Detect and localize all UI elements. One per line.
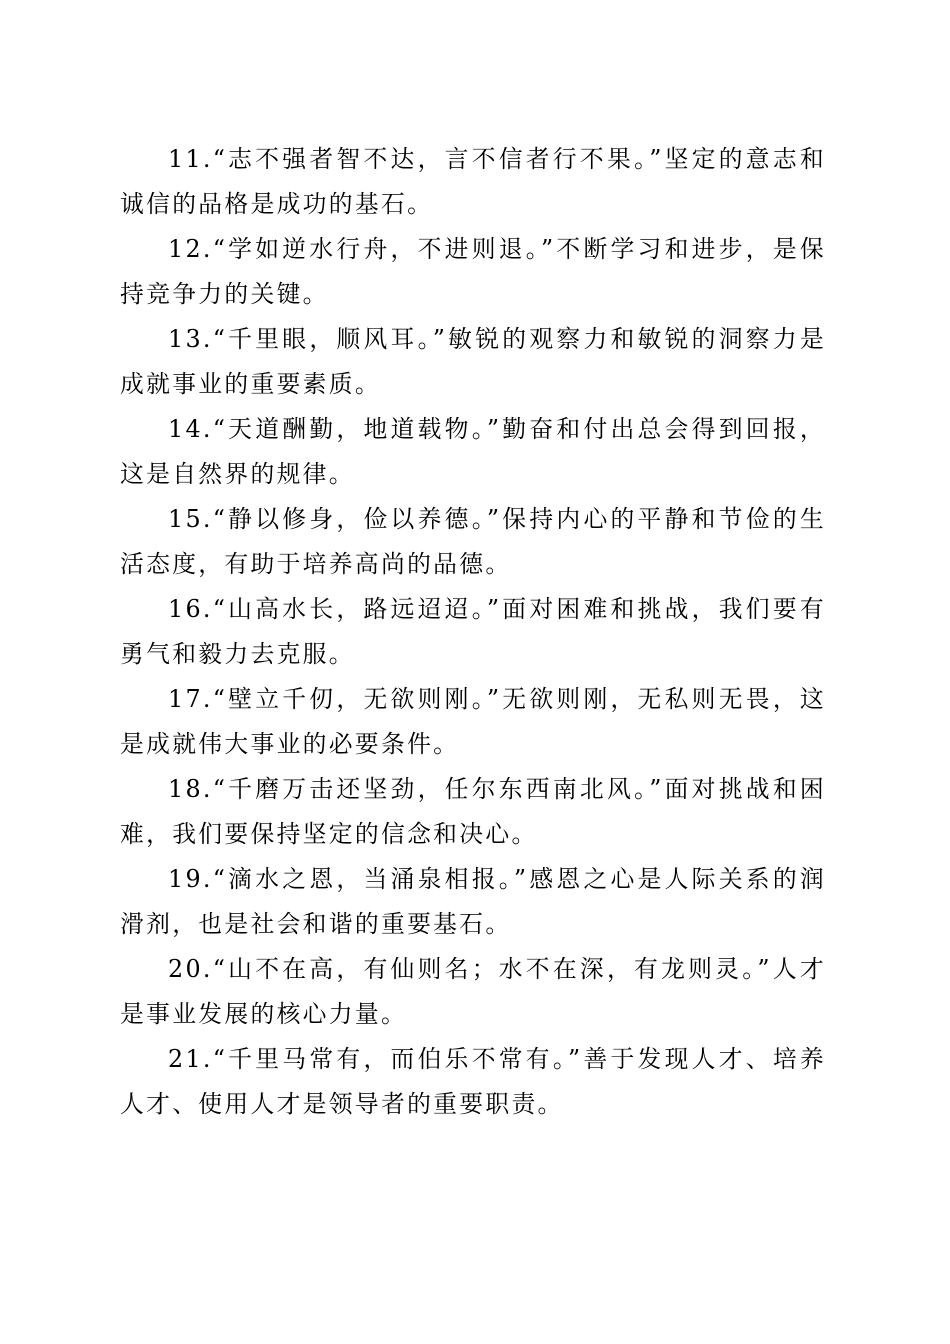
quote-paragraph-16: 16.“山高水长，路远迢迢。”面对困难和挑战，我们要有勇气和毅力去克服。 xyxy=(120,595,826,668)
quote-paragraph-18: 18.“千磨万击还坚劲，任尔东西南北风。”面对挑战和困难，我们要保持坚定的信念和决心。 xyxy=(120,775,826,848)
quote-paragraph-20: 20.“山不在高，有仙则名；水不在深，有龙则灵。”人才是事业发展的核心力量。 xyxy=(120,955,826,1028)
quote-paragraph-11: 11.“志不强者智不达，言不信者行不果。”坚定的意志和诚信的品格是成功的基石。 xyxy=(120,145,826,218)
quote-paragraph-17: 17.“壁立千仞，无欲则刚。”无欲则刚，无私则无畏，这是成就伟大事业的必要条件。 xyxy=(120,685,826,758)
quote-paragraph-14: 14.“天道酬勤，地道载物。”勤奋和付出总会得到回报，这是自然界的规律。 xyxy=(120,415,826,488)
quote-paragraph-19: 19.“滴水之恩，当涌泉相报。”感恩之心是人际关系的润滑剂，也是社会和谐的重要基石。 xyxy=(120,865,826,938)
document-page xyxy=(120,137,826,1127)
quote-paragraph-13: 13.“千里眼，顺风耳。”敏锐的观察力和敏锐的洞察力是成就事业的重要素质。 xyxy=(120,325,826,398)
quote-paragraph-15: 15.“静以修身，俭以养德。”保持内心的平静和节俭的生活态度，有助于培养高尚的品德。 xyxy=(120,505,826,578)
quote-paragraph-12: 12.“学如逆水行舟，不进则退。”不断学习和进步，是保持竞争力的关键。 xyxy=(120,235,826,308)
quote-paragraph-21: 21.“千里马常有，而伯乐不常有。”善于发现人才、培养人才、使用人才是领导者的重要职责。 xyxy=(120,1045,826,1118)
